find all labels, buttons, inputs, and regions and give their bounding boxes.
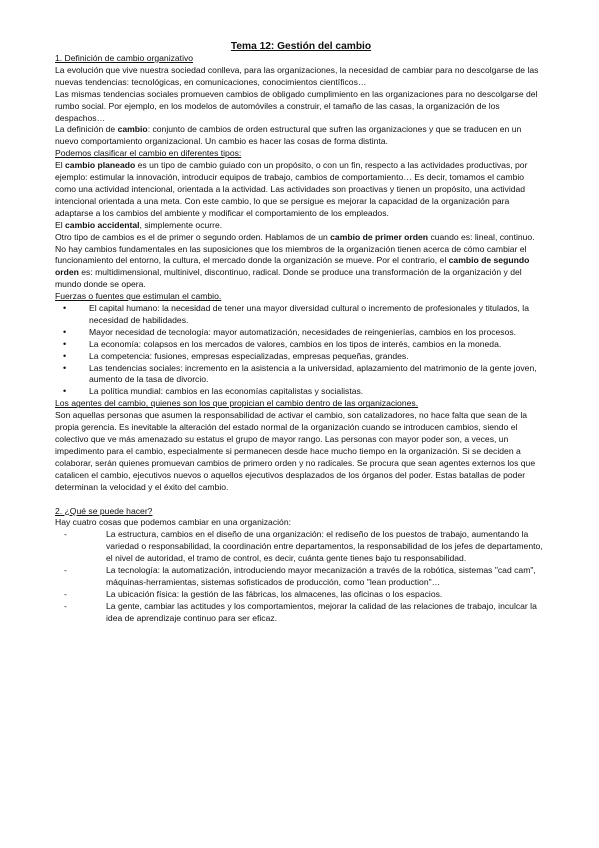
page-title: Tema 12: Gestión del cambio — [230, 41, 372, 52]
paragraph-order-change — [55, 232, 547, 292]
bold-term: cambio accidental — [65, 219, 140, 230]
paragraph: La evolución que vive nuestra sociedad conlleva, para las organizaciones, la necesidad de cambiar para no descolgarse de las nuevas tendencias: tecnológicas, en comunicaciones, conocimientos científicos… — [55, 64, 539, 87]
text: Otro tipo de cambios es el de primer o segundo orden. Hablamos de un — [55, 231, 331, 242]
paragraph: Son aquellas personas que asumen la responsabilidad de activar el cambio, son catalizadores, no hace falta que sean de la propia gerencia. Es inevitable la alteración del estado normal de la organización cuando se introducen cambios, siendo el colectivo que ve más amenazado su estatus el grupo de mayor rango. Las personas con mayor poder son, a veces, un impedimento para el cambio, especialmente si permanecen desde hace mucho tiempo en la organización. Si se deciden a colaborar, serán quienes promuevan cambios de primero orden y no radicales. Se procura que sean agentes externos los que catalicen el cambio, ejecutivos nuevos o aquellos ejecutivos desplazados de los órganos del poder. Estas batallas de poder determinan la velocidad y el éxito del cambio. — [55, 410, 536, 492]
bold-term: cambio — [117, 124, 148, 135]
paragraph: Hay cuatro cosas que podemos cambiar en una organización: — [55, 517, 291, 528]
text: cuando es: lineal, continuo. No hay cambios fundamentales en las suposiciones que los miembros de la organización tienen acerca de cómo cambiar el funcionamiento del entorno, la cultura, el mercado donde la organización se mueve. Por el contrario, el — [55, 231, 535, 266]
list-item: • Mayor necesidad de tecnología: mayor automatización, necesidades de reingenierías, cambios en los procesos. — [89, 327, 547, 339]
paragraph-planned-change — [55, 160, 547, 220]
section-2-heading: 2. ¿Qué se puede hacer? — [55, 505, 153, 516]
changes-list — [55, 529, 547, 624]
forces-heading: Fuerzas o fuentes que estimulan el cambio. — [55, 291, 222, 302]
text: El — [55, 160, 66, 171]
list-item: • Las tendencias sociales: incremento en la asistencia a la universidad, aplazamiento del matrimonio de la gente joven, aumento de la tasa de divorcio. — [89, 363, 547, 387]
list-item: • La economía: colapsos en los mercados de valores, cambios en los tipos de interés, cambios en la moneda. — [89, 339, 547, 351]
list-item: • El capital humano: la necesidad de tener una mayor diversidad cultural o incremento de profesionales y titulados, la necesidad de habilidades. — [89, 303, 547, 327]
paragraph-accidental-change — [55, 220, 547, 232]
section-1-heading: 1. Definición de cambio organizativo — [55, 53, 194, 63]
bold-term: cambio de primer orden — [330, 231, 429, 242]
text: , simplemente ocurre. — [139, 219, 223, 230]
paragraph: Las mismas tendencias sociales promueven cambios de obligado cumplimiento en las organizaciones para no descolgarse del rumbo social. Por ejemplo, en los modelos de automóviles a construir, el tamaño de las casas, la organización de los despachos… — [55, 88, 538, 123]
forces-list — [55, 303, 547, 398]
text: La definición de — [55, 124, 118, 135]
text: es: multidimensional, multinivel, discontinuo, radical. Donde se produce una transformación de la organización y del mundo donde se opera. — [55, 267, 522, 290]
list-item: • La política mundial: cambios en las economías capitalistas y socialistas. — [89, 386, 547, 398]
bold-term: cambio planeado — [65, 160, 136, 171]
types-heading: Podemos clasificar el cambio en diferentes tipos: — [55, 148, 242, 159]
agents-heading: Los agentes del cambio, quienes son los que propician el cambio dentro de las organizaciones. — [55, 398, 419, 409]
text: : conjunto de cambios de orden estructural que sufren las organizaciones y que se traducen en un nuevo comportamiento organizacional. Un cambio es hacer las cosas de forma distinta. — [55, 124, 522, 147]
list-item: - La tecnología: la automatización, introduciendo mayor mecanización a través de la robótica, sistemas "cad cam", máquinas-herramientas, sistemas sofisticados de producción, como "lean production"… — [106, 565, 547, 589]
section-spacer — [55, 494, 547, 506]
list-item: - La gente, cambiar las actitudes y los comportamientos, mejorar la calidad de las relaciones de trabajo, inculcar la idea de aprendizaje continuo para ser eficaz. — [106, 601, 547, 625]
list-item: - La ubicación física: la gestión de las fábricas, los almacenes, las oficinas o los espacios. — [106, 589, 547, 601]
text: El — [55, 219, 66, 230]
paragraph-definition — [55, 124, 547, 148]
bold-term: cambio de segundo orden — [55, 255, 530, 278]
text: es un tipo de cambio guiado con un propósito, o con un fin, respecto a las actividades productivas, por ejemplo: estimular la innovación, introducir equipos de trabajo, cambios de comportamiento… Es decir, tomamos el cambio como una actividad intencional, orientada a la actividad. Las actividades son proactivas y tienen un propósito, una actividad intencional orientada a una meta. Con este cambio, lo que se persigue es mejorar la capacidad de la organización para adaptarse a los cambios del ambiente y modificar el comportamiento de los empleados. — [55, 160, 528, 218]
list-item: - La estructura, cambios en el diseño de una organización: el rediseño de los puestos de trabajo, aumentando la variedad o responsabilidad, la coordinación entre departamentos, la responsabilidad de los jefes de departamento, el nivel de autoridad, el tramo de control, es decir, cuánta gente tienes bajo tu responsabilidad. — [106, 529, 547, 565]
list-item: • La competencia: fusiones, empresas especializadas, empresas pequeñas, grandes. — [89, 351, 547, 363]
